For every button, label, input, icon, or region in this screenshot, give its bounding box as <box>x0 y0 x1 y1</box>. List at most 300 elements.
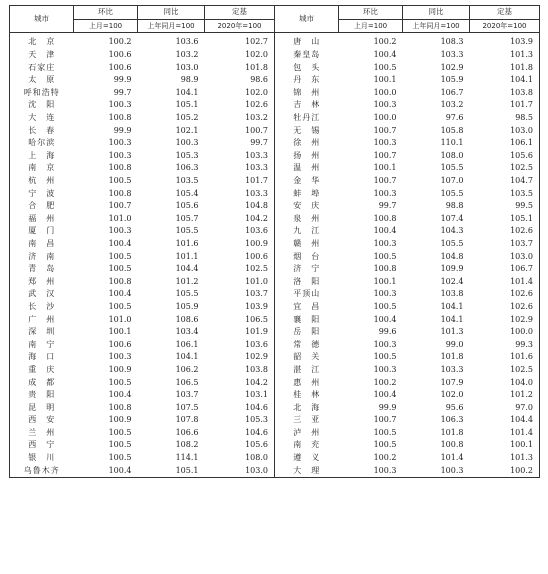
cell-mom-right: 99.6 <box>378 327 397 337</box>
cell-mom-right: 100.8 <box>373 213 397 223</box>
header-mom-sub-right: 上月=100 <box>339 19 403 33</box>
cell-base-left: 104.2 <box>245 377 268 387</box>
cell-city-right: 岳 阳 <box>275 326 339 339</box>
cell-base-right: 101.3 <box>470 49 540 62</box>
cell-yoy-left: 106.3 <box>175 163 199 173</box>
cell-city-left: 南 宁 <box>10 338 74 351</box>
cell-mom-left: 100.4 <box>108 238 132 248</box>
cell-yoy-right: 102.0 <box>440 390 464 400</box>
cell-yoy-right: 101.8 <box>440 427 464 437</box>
cell-yoy-left: 102.1 <box>175 125 199 135</box>
cell-mom-right: 100.3 <box>373 364 397 374</box>
cell-base-left: 102.6 <box>245 100 268 110</box>
cell-city-right: 金 华 <box>275 175 339 188</box>
table-row <box>10 150 540 163</box>
cell-city-left: 宁 波 <box>10 187 74 200</box>
cell-base-left: 101.0 <box>245 276 268 286</box>
cell-yoy-left: 104.1 <box>175 352 199 362</box>
cell-mom-right: 100.3 <box>373 238 397 248</box>
cell-base-right: 100.1 <box>470 439 540 452</box>
table-row <box>10 439 540 452</box>
cell-yoy-left: 103.0 <box>175 62 199 72</box>
cell-yoy-left: 108.6 <box>175 314 199 324</box>
cell-mom-left: 101.0 <box>108 213 132 223</box>
table-row <box>10 74 540 87</box>
cell-city-left: 武 汉 <box>10 288 74 301</box>
cell-base-left: 100.9 <box>245 238 268 248</box>
cell-yoy-right: 98.8 <box>445 201 464 211</box>
cell-yoy-left: 105.5 <box>175 289 199 299</box>
cell-mom-right: 100.3 <box>373 339 397 349</box>
cell-yoy-right: 105.5 <box>440 163 464 173</box>
cell-yoy-left: 104.1 <box>175 87 199 97</box>
cell-city-right: 蚌 埠 <box>275 187 339 200</box>
table-row <box>10 326 540 339</box>
cell-yoy-left: 103.4 <box>175 327 199 337</box>
cell-yoy-left: 114.1 <box>175 453 199 463</box>
cell-yoy-left: 103.7 <box>175 390 199 400</box>
cell-city-right: 徐 州 <box>275 137 339 150</box>
cell-mom-left: 100.3 <box>108 150 132 160</box>
cell-base-left: 105.3 <box>245 415 268 425</box>
table-row <box>10 263 540 276</box>
cell-city-right: 宜 昌 <box>275 301 339 314</box>
cell-city-left: 南 昌 <box>10 238 74 251</box>
header-yoy-sub-left: 上年同月=100 <box>138 19 205 33</box>
cell-city-right: 赣 州 <box>275 238 339 251</box>
cell-city-left: 太 原 <box>10 74 74 87</box>
cell-mom-right: 100.1 <box>373 75 397 85</box>
cell-base-right: 101.6 <box>470 351 540 364</box>
cell-yoy-left: 104.4 <box>175 264 199 274</box>
cell-yoy-right: 110.1 <box>440 138 464 148</box>
cell-mom-right: 100.7 <box>373 176 397 186</box>
table-row <box>10 351 540 364</box>
cell-city-left: 成 都 <box>10 376 74 389</box>
cell-yoy-left: 105.1 <box>138 464 205 477</box>
cell-city-left: 济 南 <box>10 250 74 263</box>
cell-city-left: 西 宁 <box>10 439 74 452</box>
table-row <box>10 301 540 314</box>
cell-yoy-left: 105.1 <box>175 100 199 110</box>
cell-city-right: 洛 阳 <box>275 275 339 288</box>
cell-yoy-right: 106.7 <box>440 87 464 97</box>
cell-city-right: 湛 江 <box>275 364 339 377</box>
cell-yoy-right: 102.9 <box>440 62 464 72</box>
cell-base-left: 103.3 <box>245 163 268 173</box>
cell-base-left: 103.2 <box>245 113 268 123</box>
cell-base-left: 100.6 <box>245 251 268 261</box>
cell-base-right: 97.0 <box>470 401 540 414</box>
cell-city-right: 安 庆 <box>275 200 339 213</box>
cell-yoy-right: 103.3 <box>440 50 464 60</box>
cell-city-right: 泸 州 <box>275 427 339 440</box>
cell-yoy-right: 100.8 <box>440 440 464 450</box>
cell-base-right: 104.0 <box>470 376 540 389</box>
cell-yoy-right: 107.0 <box>440 176 464 186</box>
cell-city-left: 重 庆 <box>10 364 74 377</box>
cell-yoy-right: 95.6 <box>445 402 464 412</box>
cell-yoy-right: 107.9 <box>440 377 464 387</box>
cell-base-left: 102.7 <box>245 37 268 47</box>
cell-city-left: 兰 州 <box>10 427 74 440</box>
cell-yoy-left: 107.8 <box>175 415 199 425</box>
cell-base-right: 101.4 <box>470 275 540 288</box>
cell-mom-left: 100.2 <box>108 37 132 47</box>
cell-mom-left: 100.9 <box>108 415 132 425</box>
cell-base-left: 103.3 <box>245 188 268 198</box>
cell-yoy-right: 105.8 <box>440 125 464 135</box>
cell-city-left: 贵 阳 <box>10 389 74 402</box>
cell-city-left: 沈 阳 <box>10 99 74 112</box>
cell-city-left: 乌鲁木齐 <box>10 464 74 477</box>
cell-city-left: 昆 明 <box>10 401 74 414</box>
cell-city-left: 海 口 <box>10 351 74 364</box>
cell-city-left: 郑 州 <box>10 275 74 288</box>
table-row <box>10 401 540 414</box>
cell-city-left: 杭 州 <box>10 175 74 188</box>
table-row <box>10 49 540 62</box>
cell-yoy-left: 103.2 <box>175 50 199 60</box>
cell-city-right: 大 理 <box>275 464 339 477</box>
cell-base-right: 104.7 <box>470 175 540 188</box>
cell-base-right: 102.6 <box>470 301 540 314</box>
header-base-sub-right: 2020年=100 <box>470 19 540 33</box>
cell-yoy-left: 108.2 <box>175 440 199 450</box>
cell-mom-left: 100.8 <box>108 188 132 198</box>
table-row <box>10 61 540 74</box>
header-row-main <box>10 6 540 20</box>
cell-yoy-left: 106.2 <box>175 364 199 374</box>
table-row <box>10 464 540 477</box>
cell-city-right: 包 头 <box>275 61 339 74</box>
cell-city-left: 长 春 <box>10 124 74 137</box>
price-index-table-wrapper <box>9 5 540 478</box>
cell-base-left: 105.6 <box>245 440 268 450</box>
cell-yoy-right: 99.0 <box>445 339 464 349</box>
table-row <box>10 389 540 402</box>
cell-mom-left: 100.1 <box>108 327 132 337</box>
header-base-left: 定基 <box>205 6 275 20</box>
header-yoy-left: 同比 <box>138 6 205 20</box>
cell-city-right: 九 江 <box>275 225 339 238</box>
cell-city-right: 惠 州 <box>275 376 339 389</box>
cell-mom-right: 100.3 <box>373 138 397 148</box>
table-row <box>10 288 540 301</box>
cell-base-left: 99.7 <box>250 138 268 148</box>
cell-mom-left: 100.8 <box>108 402 132 412</box>
cell-base-right: 105.6 <box>470 150 540 163</box>
cell-mom-right: 100.5 <box>373 62 397 72</box>
cell-mom-right: 100.7 <box>373 415 397 425</box>
cell-city-left: 银 川 <box>10 452 74 465</box>
cell-mom-left: 100.5 <box>108 264 132 274</box>
cell-base-right: 103.5 <box>470 187 540 200</box>
cell-mom-right: 100.5 <box>373 427 397 437</box>
cell-yoy-left: 105.2 <box>175 113 199 123</box>
cell-base-left: 101.7 <box>245 176 268 186</box>
cell-mom-right: 100.4 <box>373 314 397 324</box>
cell-yoy-left: 106.5 <box>175 377 199 387</box>
cell-yoy-left: 107.5 <box>175 402 199 412</box>
cell-base-right: 103.0 <box>470 124 540 137</box>
cell-city-left: 北 京 <box>10 33 74 49</box>
cell-base-right: 99.3 <box>470 338 540 351</box>
cell-base-left: 103.8 <box>245 364 268 374</box>
cell-base-right: 106.7 <box>470 263 540 276</box>
cell-yoy-left: 103.5 <box>175 176 199 186</box>
cell-city-left: 哈尔滨 <box>10 137 74 150</box>
cell-mom-right: 100.2 <box>373 453 397 463</box>
cell-mom-right: 100.4 <box>373 50 397 60</box>
table-row <box>10 200 540 213</box>
cell-city-left: 广 州 <box>10 313 74 326</box>
cell-city-left: 合 肥 <box>10 200 74 213</box>
table-header <box>10 6 540 33</box>
cell-base-left: 103.1 <box>245 390 268 400</box>
cell-mom-right: 100.3 <box>373 100 397 110</box>
cell-base-right: 106.1 <box>470 137 540 150</box>
cell-mom-right: 100.3 <box>339 464 403 477</box>
table-row <box>10 175 540 188</box>
cell-base-right: 98.5 <box>470 112 540 125</box>
cell-yoy-left: 103.6 <box>175 37 199 47</box>
cell-yoy-right: 104.1 <box>440 314 464 324</box>
cell-city-left: 南 京 <box>10 162 74 175</box>
cell-yoy-left: 106.1 <box>175 339 199 349</box>
cell-city-right: 吉 林 <box>275 99 339 112</box>
table-row <box>10 238 540 251</box>
cell-city-right: 唐 山 <box>275 33 339 49</box>
cell-mom-right: 100.2 <box>373 37 397 47</box>
cell-base-right: 100.2 <box>470 464 540 477</box>
cell-mom-right: 99.7 <box>378 201 397 211</box>
cell-city-right: 桂 林 <box>275 389 339 402</box>
cell-base-right: 100.0 <box>470 326 540 339</box>
cell-city-right: 丹 东 <box>275 74 339 87</box>
cell-mom-left: 100.8 <box>108 276 132 286</box>
cell-mom-left: 100.4 <box>108 289 132 299</box>
cell-mom-left: 99.9 <box>113 125 132 135</box>
table-row <box>10 275 540 288</box>
cell-yoy-left: 105.9 <box>175 301 199 311</box>
cell-mom-left: 100.5 <box>108 453 132 463</box>
header-mom-sub-left: 上月=100 <box>74 19 138 33</box>
cell-yoy-right: 104.3 <box>440 226 464 236</box>
cell-mom-left: 100.3 <box>108 138 132 148</box>
cell-base-left: 98.6 <box>250 75 268 85</box>
cell-mom-left: 100.6 <box>108 339 132 349</box>
cell-base-left: 103.6 <box>245 339 268 349</box>
cell-city-right: 常 德 <box>275 338 339 351</box>
table-row <box>10 33 540 49</box>
cell-yoy-left: 106.6 <box>175 427 199 437</box>
cell-mom-left: 100.5 <box>108 427 132 437</box>
price-index-table <box>9 5 540 478</box>
table-row <box>10 250 540 263</box>
cell-base-right: 103.0 <box>470 250 540 263</box>
cell-mom-right: 100.0 <box>373 87 397 97</box>
cell-mom-left: 100.6 <box>108 62 132 72</box>
cell-city-right: 烟 台 <box>275 250 339 263</box>
cell-yoy-right: 103.2 <box>440 100 464 110</box>
cell-yoy-left: 98.9 <box>180 75 199 85</box>
cell-base-right: 102.5 <box>470 364 540 377</box>
cell-base-right: 103.9 <box>470 33 540 49</box>
table-row <box>10 225 540 238</box>
cell-mom-left: 100.5 <box>108 251 132 261</box>
cell-mom-left: 99.7 <box>113 87 132 97</box>
cell-base-left: 103.0 <box>205 464 275 477</box>
cell-base-right: 103.7 <box>470 238 540 251</box>
cell-city-right: 无 锡 <box>275 124 339 137</box>
cell-mom-left: 100.7 <box>108 201 132 211</box>
cell-mom-right: 100.4 <box>373 226 397 236</box>
cell-mom-left: 100.3 <box>108 226 132 236</box>
cell-yoy-left: 105.6 <box>175 201 199 211</box>
cell-mom-left: 100.6 <box>108 50 132 60</box>
cell-mom-right: 100.1 <box>373 276 397 286</box>
cell-yoy-right: 103.8 <box>440 289 464 299</box>
cell-mom-right: 100.0 <box>373 113 397 123</box>
cell-mom-right: 100.8 <box>373 264 397 274</box>
cell-yoy-right: 105.5 <box>440 238 464 248</box>
cell-city-right: 秦皇岛 <box>275 49 339 62</box>
cell-base-left: 102.9 <box>245 352 268 362</box>
cell-city-left: 西 安 <box>10 414 74 427</box>
cell-base-left: 103.7 <box>245 289 268 299</box>
cell-yoy-right: 109.9 <box>440 264 464 274</box>
header-mom-right: 环比 <box>339 6 403 20</box>
header-base-sub-left: 2020年=100 <box>205 19 275 33</box>
cell-city-right: 遵 义 <box>275 452 339 465</box>
cell-base-right: 101.3 <box>470 452 540 465</box>
cell-base-left: 103.3 <box>245 150 268 160</box>
cell-city-right: 韶 关 <box>275 351 339 364</box>
cell-yoy-left: 105.4 <box>175 188 199 198</box>
cell-base-left: 103.6 <box>245 226 268 236</box>
table-row <box>10 124 540 137</box>
cell-base-left: 106.5 <box>245 314 268 324</box>
cell-base-right: 102.6 <box>470 288 540 301</box>
cell-base-right: 101.2 <box>470 389 540 402</box>
cell-yoy-left: 100.3 <box>175 138 199 148</box>
cell-yoy-left: 105.7 <box>175 213 199 223</box>
cell-mom-left: 100.5 <box>108 301 132 311</box>
cell-city-right: 襄 阳 <box>275 313 339 326</box>
cell-mom-left: 100.4 <box>108 390 132 400</box>
cell-city-left: 大 连 <box>10 112 74 125</box>
cell-yoy-left: 101.6 <box>175 238 199 248</box>
cell-yoy-left: 105.5 <box>175 226 199 236</box>
cell-base-right: 102.9 <box>470 313 540 326</box>
cell-city-right: 泉 州 <box>275 213 339 226</box>
cell-yoy-right: 108.3 <box>440 37 464 47</box>
table-row <box>10 99 540 112</box>
cell-mom-left: 101.0 <box>108 314 132 324</box>
table-row <box>10 137 540 150</box>
cell-mom-right: 100.7 <box>373 150 397 160</box>
cell-city-left: 呼和浩特 <box>10 87 74 100</box>
cell-base-right: 104.1 <box>470 74 540 87</box>
cell-city-right: 济 宁 <box>275 263 339 276</box>
cell-yoy-left: 105.3 <box>175 150 199 160</box>
cell-city-right: 北 海 <box>275 401 339 414</box>
header-city-right: 城市 <box>275 6 339 33</box>
table-row <box>10 313 540 326</box>
cell-base-left: 102.0 <box>245 87 268 97</box>
header-yoy-right: 同比 <box>403 6 470 20</box>
cell-city-left: 石家庄 <box>10 61 74 74</box>
header-city-left: 城市 <box>10 6 74 33</box>
cell-mom-right: 100.5 <box>373 352 397 362</box>
cell-mom-left: 100.9 <box>108 364 132 374</box>
cell-mom-right: 100.5 <box>373 440 397 450</box>
cell-base-right: 101.8 <box>470 61 540 74</box>
cell-base-left: 100.7 <box>245 125 268 135</box>
cell-mom-left: 100.4 <box>74 464 138 477</box>
cell-yoy-right: 105.9 <box>440 75 464 85</box>
cell-city-left: 天 津 <box>10 49 74 62</box>
cell-base-left: 101.8 <box>245 62 268 72</box>
table-row <box>10 187 540 200</box>
cell-yoy-left: 101.2 <box>175 276 199 286</box>
cell-yoy-right: 108.0 <box>440 150 464 160</box>
table-row <box>10 452 540 465</box>
cell-base-right: 102.6 <box>470 225 540 238</box>
cell-mom-left: 99.9 <box>113 75 132 85</box>
cell-base-right: 99.5 <box>470 200 540 213</box>
cell-mom-left: 100.3 <box>108 100 132 110</box>
cell-yoy-right: 104.8 <box>440 251 464 261</box>
cell-mom-left: 100.8 <box>108 163 132 173</box>
cell-yoy-right: 97.6 <box>445 113 464 123</box>
cell-city-left: 厦 门 <box>10 225 74 238</box>
cell-mom-right: 100.4 <box>373 390 397 400</box>
table-row <box>10 162 540 175</box>
cell-mom-right: 100.2 <box>373 377 397 387</box>
cell-yoy-right: 101.8 <box>440 352 464 362</box>
cell-yoy-right: 104.1 <box>440 301 464 311</box>
table-row <box>10 427 540 440</box>
cell-base-right: 104.4 <box>470 414 540 427</box>
cell-yoy-right: 101.3 <box>440 327 464 337</box>
table-row <box>10 112 540 125</box>
table-row <box>10 213 540 226</box>
table-row <box>10 414 540 427</box>
header-yoy-sub-right: 上年同月=100 <box>403 19 470 33</box>
cell-city-left: 福 州 <box>10 213 74 226</box>
cell-city-right: 平顶山 <box>275 288 339 301</box>
cell-yoy-left: 101.1 <box>175 251 199 261</box>
cell-yoy-right: 101.4 <box>440 453 464 463</box>
cell-mom-right: 100.7 <box>373 125 397 135</box>
cell-base-left: 104.2 <box>245 213 268 223</box>
cell-city-left: 长 沙 <box>10 301 74 314</box>
cell-mom-right: 100.3 <box>373 289 397 299</box>
table-row <box>10 376 540 389</box>
cell-base-right: 103.8 <box>470 87 540 100</box>
cell-city-left: 青 岛 <box>10 263 74 276</box>
cell-city-right: 温 州 <box>275 162 339 175</box>
cell-base-left: 104.6 <box>245 427 268 437</box>
cell-yoy-right: 105.5 <box>440 188 464 198</box>
header-base-right: 定基 <box>470 6 540 20</box>
cell-base-right: 101.7 <box>470 99 540 112</box>
cell-base-left: 104.6 <box>245 402 268 412</box>
cell-yoy-right: 107.4 <box>440 213 464 223</box>
cell-mom-right: 100.5 <box>373 301 397 311</box>
